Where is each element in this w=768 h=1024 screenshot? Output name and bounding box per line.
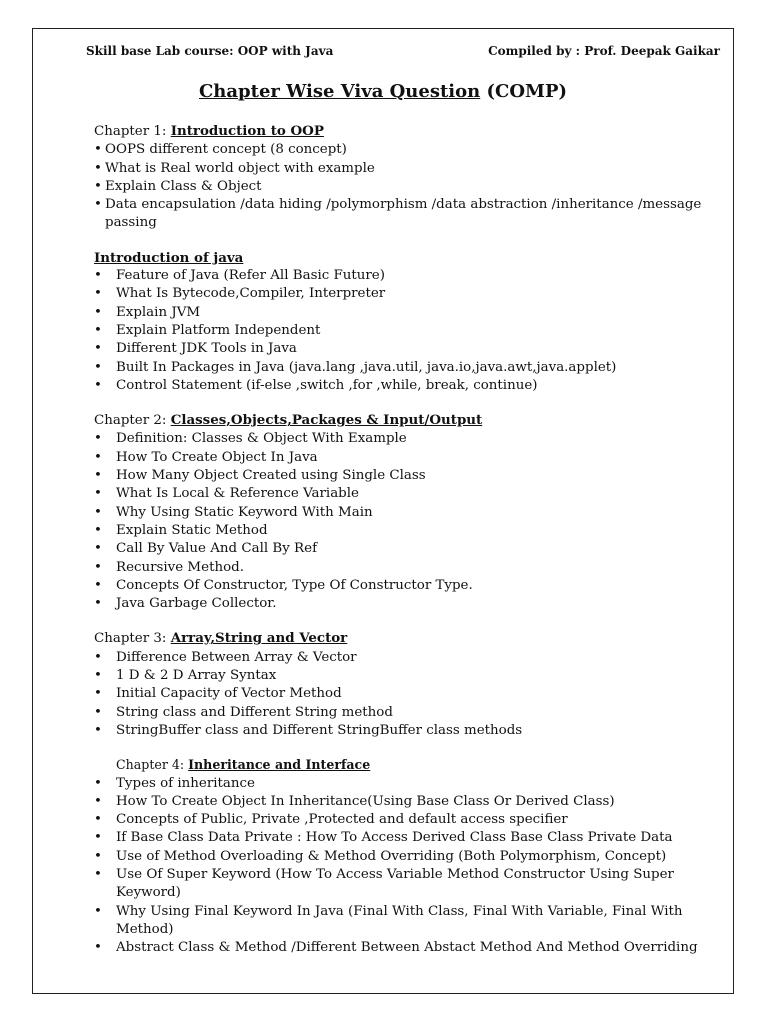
java-intro-heading: Introduction of java (94, 249, 244, 266)
chapter-3-list (94, 649, 719, 740)
chapter-2-list (94, 430, 719, 613)
list-item: • String class and Different String method (94, 704, 719, 722)
list-item: • Data encapsulation /data hiding /polymorphism /data abstraction /inheritance /message passing (94, 196, 719, 233)
list-item: • Call By Value And Call By Ref (94, 540, 719, 558)
list-item: • What Is Local & Reference Variable (94, 485, 719, 503)
list-item: • 1 D & 2 D Array Syntax (94, 667, 719, 685)
course-title: Skill base Lab course: OOP with Java (86, 44, 334, 58)
chapter-4-heading: Chapter 4: Inheritance and Interface (116, 757, 371, 773)
list-item: • OOPS different concept (8 concept) (94, 141, 719, 159)
chapter-title: Classes,Objects,Packages & Input/Output (170, 412, 483, 429)
list-item: • Types of inheritance (94, 775, 719, 793)
list-item: • Why Using Static Keyword With Main (94, 504, 719, 522)
chapter-1-heading: Chapter 1: Introduction to OOP (94, 123, 324, 139)
list-item: • Explain JVM (94, 304, 719, 322)
list-item: • Feature of Java (Refer All Basic Future) (94, 267, 719, 285)
chapter-3-heading: Chapter 3: Array,String and Vector (94, 630, 348, 647)
list-item: • Explain Class & Object (94, 178, 719, 196)
chapter-title: Array,String and Vector (170, 630, 348, 647)
list-item: • Built In Packages in Java (java.lang ,java.util, java.io,java.awt,java.applet) (94, 359, 719, 377)
title-main: Chapter Wise Viva Question (198, 81, 481, 102)
list-item: • How Many Object Created using Single Class (94, 467, 719, 485)
chapter-label: Chapter 1 (94, 124, 162, 139)
page-title (32, 81, 734, 102)
list-item: • Why Using Final Keyword In Java (Final With Class, Final With Variable, Final With Method) (94, 903, 719, 940)
list-item: • How To Create Object In Inheritance(Using Base Class Or Derived Class) (94, 793, 719, 811)
list-item: • Different JDK Tools in Java (94, 340, 719, 358)
chapter-2-heading: Chapter 2: Classes,Objects,Packages & Input/Output (94, 412, 483, 429)
chapter-1-list (94, 141, 719, 232)
title-suffix: (COMP) (480, 81, 567, 102)
list-item: • Explain Static Method (94, 522, 719, 540)
list-item: • Use of Method Overloading & Method Overriding (Both Polymorphism, Concept) (94, 848, 719, 866)
list-item: • Definition: Classes & Object With Example (94, 430, 719, 448)
list-item: • Explain Platform Independent (94, 322, 719, 340)
list-item: • Use Of Super Keyword (How To Access Variable Method Constructor Using Super Keyword) (94, 866, 719, 903)
list-item: • What is Real world object with example (94, 160, 719, 178)
chapter-label: Chapter 3 (94, 631, 162, 647)
chapter-label: Chapter 2 (94, 413, 162, 429)
list-item: • StringBuffer class and Different StringBuffer class methods (94, 722, 719, 740)
list-item: • How To Create Object In Java (94, 449, 719, 467)
chapter-4-list (94, 775, 719, 958)
list-item: • Difference Between Array & Vector (94, 649, 719, 667)
list-item: • Abstract Class & Method /Different Between Abstact Method And Method Overriding (94, 939, 719, 957)
list-item: • What Is Bytecode,Compiler, Interpreter (94, 285, 719, 303)
list-item: • Initial Capacity of Vector Method (94, 685, 719, 703)
list-item: • If Base Class Data Private : How To Access Derived Class Base Class Private Data (94, 829, 719, 847)
chapter-label: Chapter 4 (116, 757, 180, 773)
chapter-title: Introduction to OOP (170, 123, 324, 139)
chapter-title: Inheritance and Interface (188, 757, 371, 773)
list-item: • Concepts Of Constructor, Type Of Constructor Type. (94, 577, 719, 595)
page-header (86, 44, 720, 60)
java-intro-list (94, 267, 719, 395)
list-item: • Control Statement (if-else ,switch ,for ,while, break, continue) (94, 377, 719, 395)
list-item: • Recursive Method. (94, 559, 719, 577)
document-body (94, 122, 719, 957)
list-item: • Concepts of Public, Private ,Protected and default access specifier (94, 811, 719, 829)
compiled-by: Compiled by : Prof. Deepak Gaikar (488, 44, 720, 58)
list-item: • Java Garbage Collector. (94, 595, 719, 613)
